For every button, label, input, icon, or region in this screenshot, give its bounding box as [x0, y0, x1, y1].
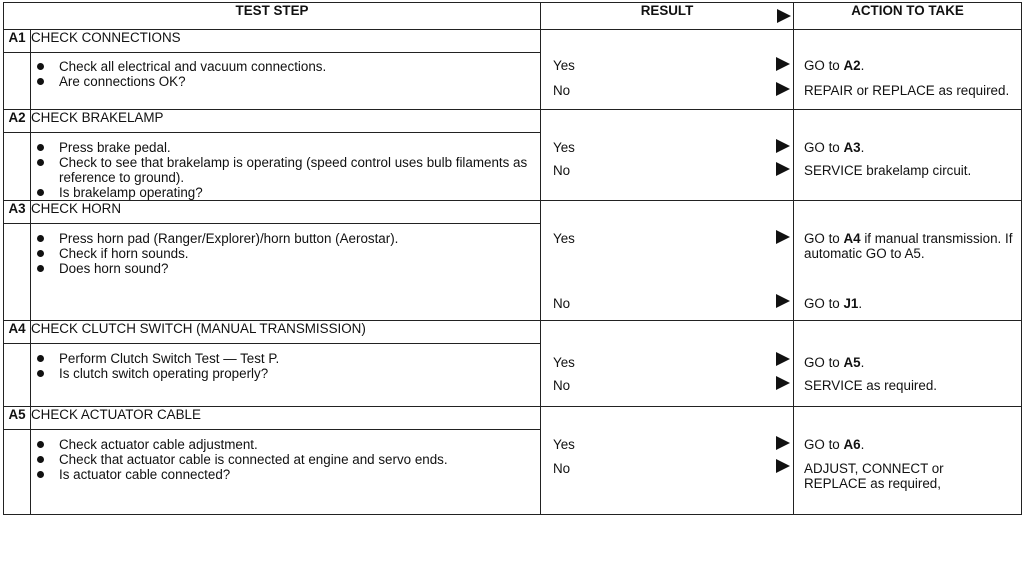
arrow-right-icon	[776, 436, 790, 450]
arrow-right-icon	[776, 82, 790, 96]
bullet-item: Is brakelamp operating?	[31, 185, 540, 200]
result-no: No	[553, 461, 571, 476]
result-no: No	[553, 163, 571, 178]
step-title-row	[4, 201, 1022, 224]
bullet-item: Perform Clutch Switch Test — Test P.	[31, 351, 540, 366]
header-result	[541, 3, 794, 30]
action-ref: A2	[843, 58, 861, 73]
action-text: GO to	[804, 231, 844, 246]
step-results	[541, 407, 794, 515]
action-no: ADJUST, CONNECT or REPLACE as required,	[804, 461, 944, 491]
header-test-step: TEST STEP	[4, 3, 541, 30]
step-results	[541, 321, 794, 407]
arrow-right-icon	[776, 230, 790, 244]
arrow-right-icon	[776, 376, 790, 390]
step-id: A5	[4, 407, 31, 430]
action-text: GO to	[804, 296, 844, 311]
step-results	[541, 110, 794, 201]
bullet-list	[31, 437, 540, 482]
bullet-item: Check if horn sounds.	[31, 246, 540, 261]
step-title: CHECK ACTUATOR CABLE	[31, 407, 541, 430]
step-title-row	[4, 407, 1022, 430]
action-yes	[804, 231, 1019, 261]
header-result-label: RESULT	[640, 3, 694, 18]
step-id: A1	[4, 30, 31, 53]
action-yes	[804, 437, 1017, 452]
bullet-list	[31, 59, 540, 89]
step-id: A4	[4, 321, 31, 344]
step-actions	[794, 407, 1022, 515]
arrow-right-icon	[776, 352, 790, 366]
step-title: CHECK CLUTCH SWITCH (MANUAL TRANSMISSION)	[31, 321, 541, 344]
action-no: SERVICE brakelamp circuit.	[804, 163, 972, 178]
result-yes: Yes	[553, 231, 575, 246]
result-yes: Yes	[553, 437, 575, 452]
result-yes: Yes	[553, 355, 575, 370]
bullet-item: Check actuator cable adjustment.	[31, 437, 540, 452]
step-title-row	[4, 110, 1022, 133]
arrow-right-icon	[776, 139, 790, 153]
action-ref: A3	[843, 140, 861, 155]
bullet-list	[31, 140, 540, 200]
arrow-right-icon	[776, 459, 790, 473]
action-ref: A6	[843, 437, 861, 452]
step-actions	[794, 201, 1022, 321]
action-text: GO to	[804, 437, 844, 452]
step-bullets	[31, 430, 541, 515]
bullet-item: Check that actuator cable is connected at engine and servo ends.	[31, 452, 540, 467]
action-no: SERVICE as required.	[804, 378, 937, 393]
header-action: ACTION TO TAKE	[794, 3, 1022, 30]
bullet-item: Is clutch switch operating properly?	[31, 366, 540, 381]
step-title-row	[4, 321, 1022, 344]
result-yes: Yes	[553, 140, 575, 155]
pinpoint-test-table	[3, 2, 1022, 515]
result-yes: Yes	[553, 58, 575, 73]
step-id: A3	[4, 201, 31, 224]
bullet-item: Does horn sound?	[31, 261, 540, 276]
action-text: GO to	[804, 58, 844, 73]
step-title: CHECK BRAKELAMP	[31, 110, 541, 133]
step-bullets	[31, 133, 541, 201]
step-title: CHECK CONNECTIONS	[31, 30, 541, 53]
action-text: GO to	[804, 140, 844, 155]
bullet-item: Check all electrical and vacuum connections.	[31, 59, 540, 74]
bullet-item: Check to see that brakelamp is operating (speed control uses bulb filaments as reference to ground).	[31, 155, 540, 185]
action-ref: A4	[843, 231, 861, 246]
action-text: GO to	[804, 355, 844, 370]
result-no: No	[553, 378, 571, 393]
action-tail: .	[860, 58, 865, 73]
bullet-item: Press horn pad (Ranger/Explorer)/horn button (Aerostar).	[31, 231, 540, 246]
bullet-item: Are connections OK?	[31, 74, 540, 89]
action-yes	[804, 140, 1017, 155]
bullet-item: Is actuator cable connected?	[31, 467, 540, 482]
action-tail: .	[860, 355, 865, 370]
action-ref: J1	[843, 296, 859, 311]
action-no: REPAIR or REPLACE as required.	[804, 83, 1010, 98]
step-id: A2	[4, 110, 31, 133]
result-no: No	[553, 296, 571, 311]
action-tail: .	[860, 437, 865, 452]
arrow-right-icon	[776, 294, 790, 308]
step-results	[541, 201, 794, 321]
step-bullets	[31, 53, 541, 110]
step-results	[541, 30, 794, 110]
action-no	[804, 296, 1017, 311]
action-tail: .	[860, 140, 865, 155]
bullet-item: Press brake pedal.	[31, 140, 540, 155]
step-title-row	[4, 30, 1022, 53]
arrow-right-icon	[777, 9, 791, 23]
result-no: No	[553, 83, 571, 98]
bullet-list	[31, 231, 540, 276]
action-ref: A5	[843, 355, 861, 370]
step-title: CHECK HORN	[31, 201, 541, 224]
table-header-row	[4, 3, 1022, 30]
action-tail: if manual transmission. If automatic GO to A5.	[804, 231, 1013, 261]
step-actions	[794, 30, 1022, 110]
step-bullets	[31, 344, 541, 407]
action-tail: .	[858, 296, 863, 311]
action-yes	[804, 355, 1017, 370]
step-actions	[794, 110, 1022, 201]
step-actions	[794, 321, 1022, 407]
bullet-list	[31, 351, 540, 381]
arrow-right-icon	[776, 57, 790, 71]
action-yes	[804, 58, 1017, 73]
arrow-right-icon	[776, 162, 790, 176]
step-bullets	[31, 224, 541, 321]
